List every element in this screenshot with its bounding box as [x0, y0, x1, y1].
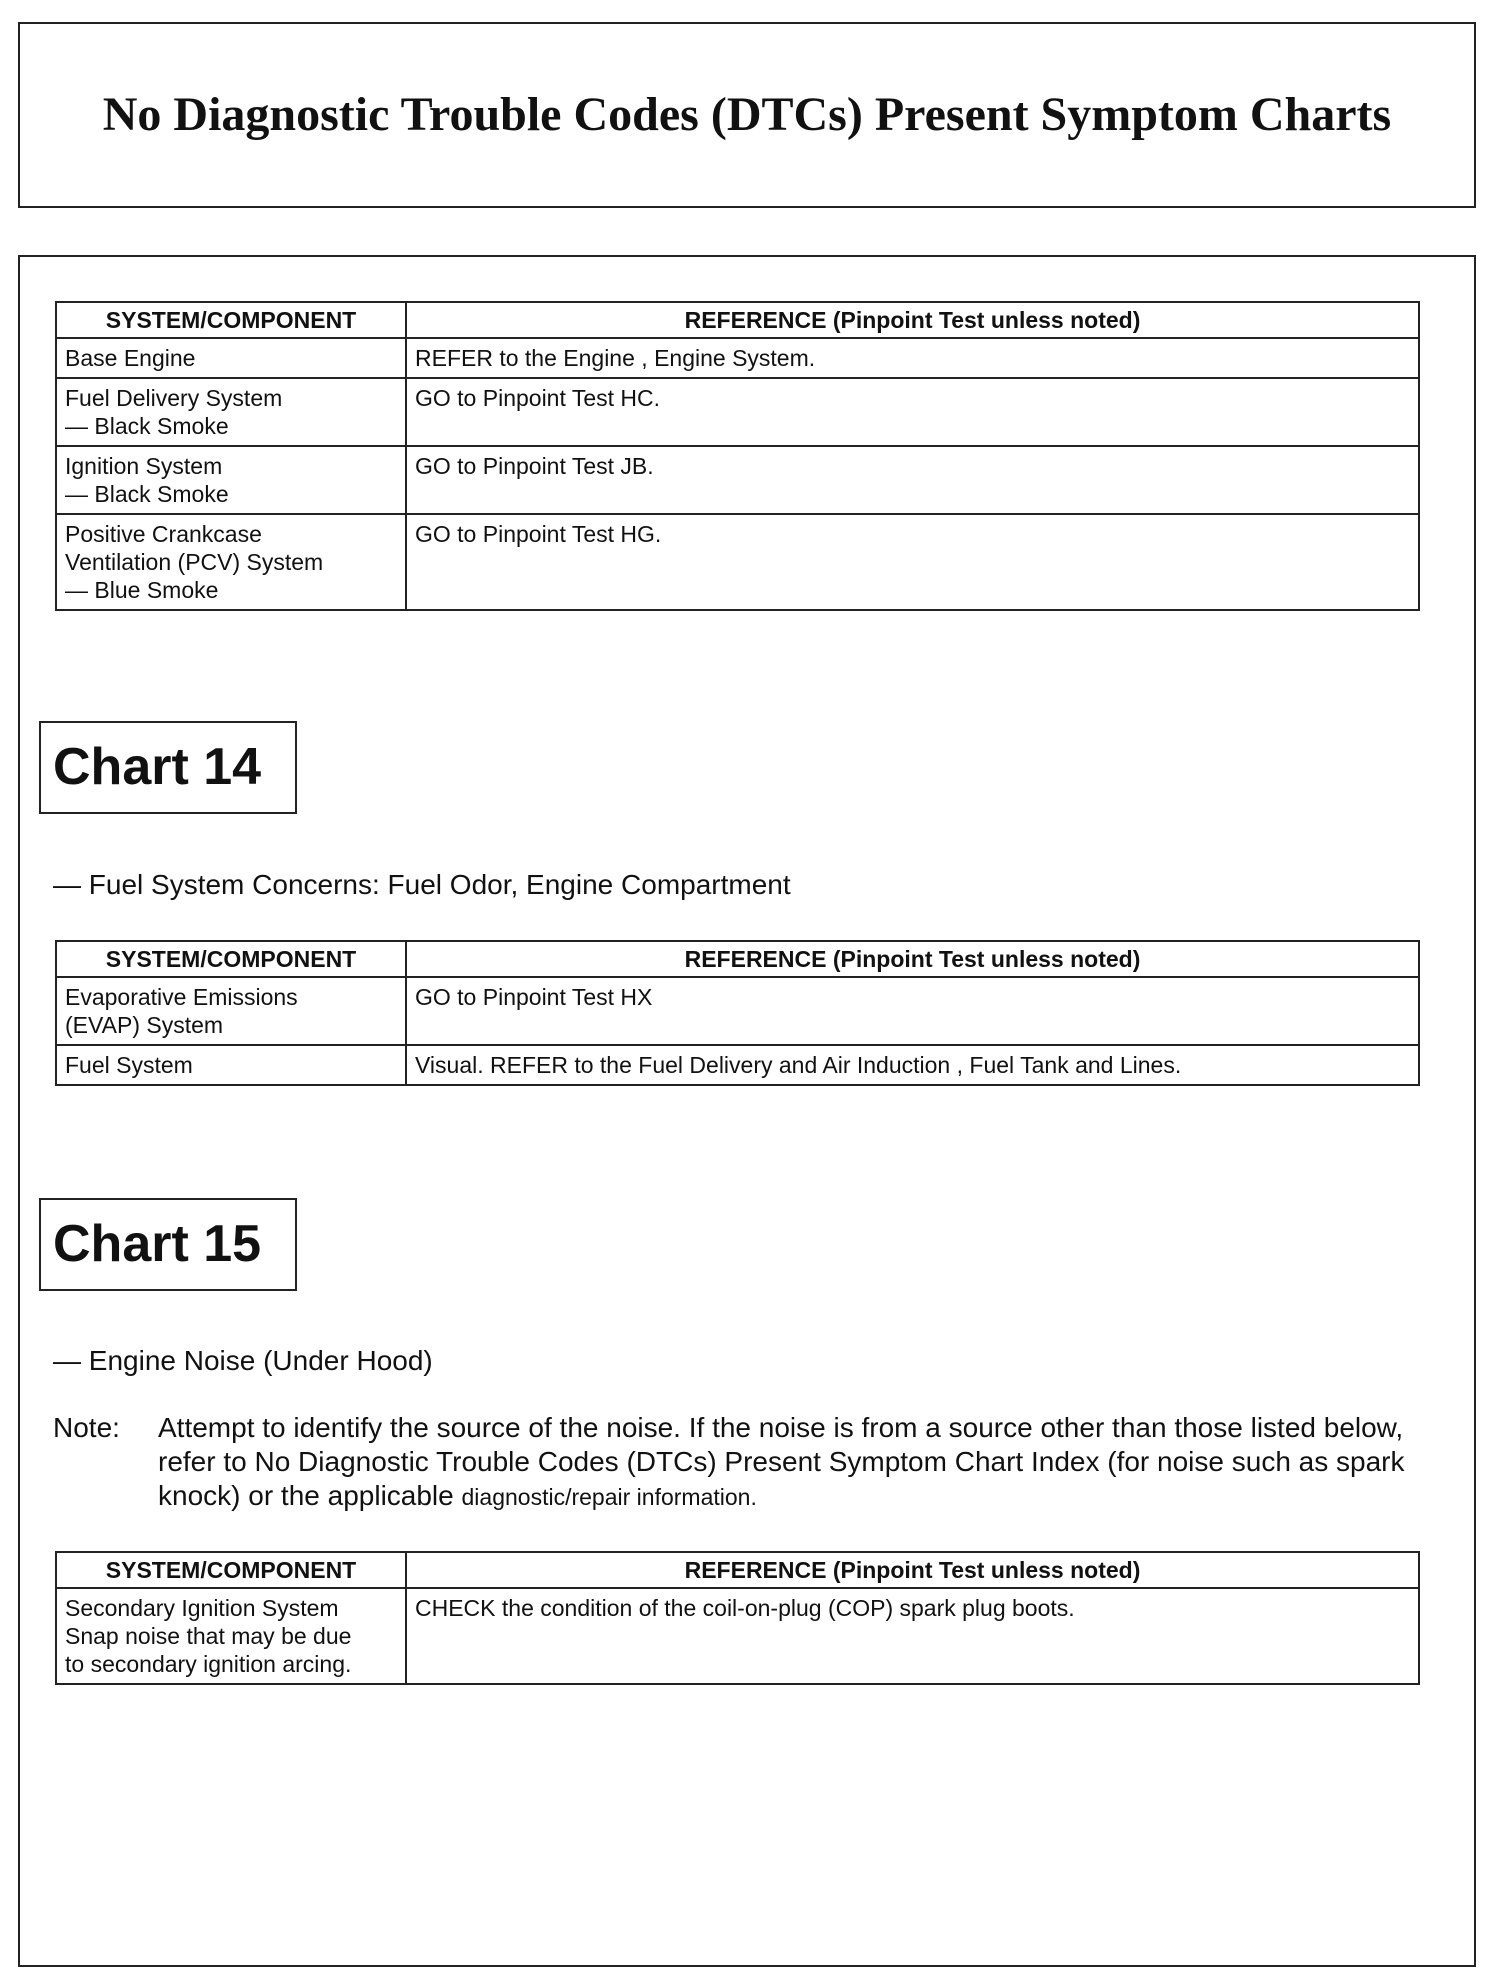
- reference-cell: GO to Pinpoint Test JB.: [406, 446, 1419, 514]
- column-header-reference: REFERENCE (Pinpoint Test unless noted): [406, 1552, 1419, 1588]
- table-row: [56, 977, 1419, 1045]
- reference-cell: CHECK the condition of the coil-on-plug (COP) spark plug boots.: [406, 1588, 1419, 1684]
- table-row: [56, 1045, 1419, 1085]
- chart-15-subtitle: — Engine Noise (Under Hood): [53, 1345, 433, 1376]
- table-row: [56, 378, 1419, 446]
- content-box: [18, 255, 1476, 1967]
- system-cell: Fuel System: [56, 1045, 406, 1085]
- chart-14-label: Chart 14: [39, 721, 297, 814]
- table-header-row: [56, 302, 1419, 338]
- page-title-box: [18, 22, 1476, 208]
- column-header-system: SYSTEM/COMPONENT: [56, 941, 406, 977]
- system-cell: Secondary Ignition System Snap noise that may be due to secondary ignition arcing.: [56, 1588, 406, 1684]
- page-title: No Diagnostic Trouble Codes (DTCs) Present Symptom Charts: [102, 88, 1392, 141]
- system-cell: Positive Crankcase Ventilation (PCV) System — Blue Smoke: [56, 514, 406, 610]
- reference-cell: GO to Pinpoint Test HX: [406, 977, 1419, 1045]
- chart-15-note: [53, 1411, 1433, 1514]
- reference-cell: Visual. REFER to the Fuel Delivery and Air Induction , Fuel Tank and Lines.: [406, 1045, 1419, 1085]
- system-cell: Ignition System — Black Smoke: [56, 446, 406, 514]
- table-header-row: [56, 941, 1419, 977]
- note-text: Attempt to identify the source of the noise. If the noise is from a source other than those listed below, refer to No Diagnostic Trouble Codes (DTCs) Present Symptom Chart Index (for noise such as spark knock) or the applicable diagnostic/repair information.: [158, 1412, 1405, 1511]
- column-header-reference: REFERENCE (Pinpoint Test unless noted): [406, 302, 1419, 338]
- reference-cell: REFER to the Engine , Engine System.: [406, 338, 1419, 378]
- column-header-reference: REFERENCE (Pinpoint Test unless noted): [406, 941, 1419, 977]
- table-row: [56, 514, 1419, 610]
- reference-cell: GO to Pinpoint Test HC.: [406, 378, 1419, 446]
- system-cell: Fuel Delivery System — Black Smoke: [56, 378, 406, 446]
- column-header-system: SYSTEM/COMPONENT: [56, 1552, 406, 1588]
- table-row: [56, 446, 1419, 514]
- table-header-row: [56, 1552, 1419, 1588]
- symptom-table-chart-14: [55, 940, 1420, 1086]
- note-label: Note:: [53, 1412, 120, 1443]
- table-row: [56, 1588, 1419, 1684]
- table-row: [56, 338, 1419, 378]
- system-cell: Base Engine: [56, 338, 406, 378]
- chart-14-subtitle: — Fuel System Concerns: Fuel Odor, Engine Compartment: [53, 869, 791, 900]
- reference-cell: GO to Pinpoint Test HG.: [406, 514, 1419, 610]
- symptom-table-1: [55, 301, 1420, 611]
- column-header-system: SYSTEM/COMPONENT: [56, 302, 406, 338]
- chart-15-label: Chart 15: [39, 1198, 297, 1291]
- system-cell: Evaporative Emissions (EVAP) System: [56, 977, 406, 1045]
- symptom-table-chart-15: [55, 1551, 1420, 1685]
